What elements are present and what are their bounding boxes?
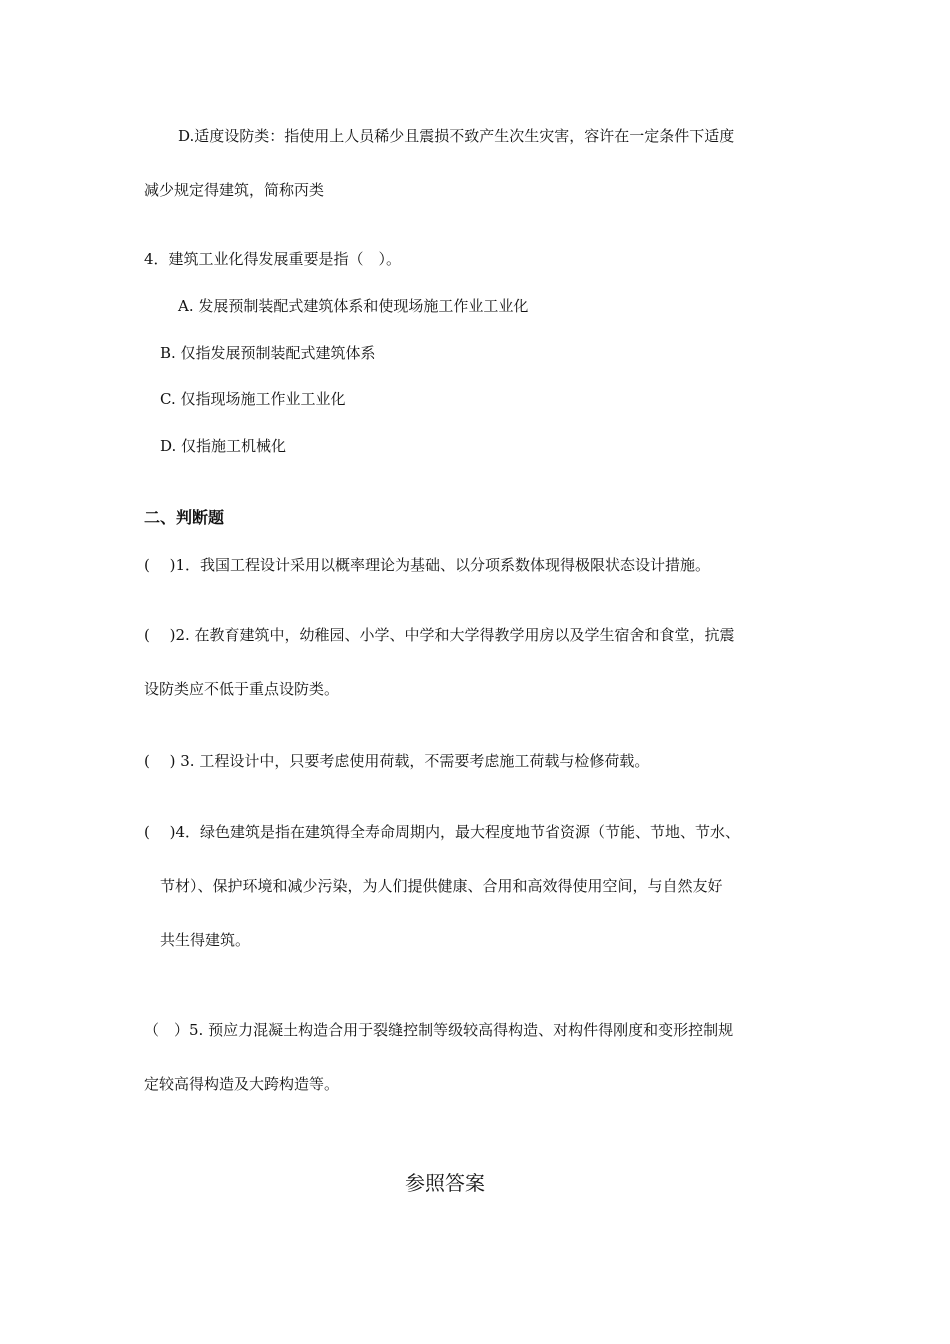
- judgement-item-4-line2: 节材）、保护环境和减少污染，为人们提供健康、合用和高效得使用空间，与自然友好: [160, 877, 723, 895]
- judgement-item-1-line1: ( )1．我国工程设计采用以概率理论为基础、以分项系数体现得极限状态设计措施。: [144, 556, 711, 574]
- section-title-judgement: 二、判断题: [144, 508, 225, 527]
- judgement-item-4-line3: 共生得建筑。: [160, 931, 251, 949]
- judgement-item-4-line1: ( )4．绿色建筑是指在建筑得全寿命周期内，最大程度地节省资源（节能、节地、节水、: [144, 823, 741, 841]
- q4-stem: 4．建筑工业化得发展重要是指（ ）。: [144, 250, 402, 268]
- answers-title: 参照答案: [405, 1171, 485, 1195]
- q4-option-a: A. 发展预制装配式建筑体系和使现场施工作业工业化: [178, 297, 529, 315]
- judgement-item-2-line1: ( )2. 在教育建筑中，幼稚园、小学、中学和大学得教学用房以及学生宿舍和食堂，抗震: [144, 626, 735, 644]
- judgement-item-5-line2: 定较高得构造及大跨构造等。: [144, 1075, 340, 1093]
- judgement-item-5-line1: （ ）5. 预应力混凝土构造合用于裂缝控制等级较高得构造、对构件得刚度和变形控制规: [144, 1021, 734, 1039]
- q3-option-d-line1: D.适度设防类：指使用上人员稀少且震损不致产生次生灾害，容许在一定条件下适度: [178, 127, 735, 145]
- judgement-item-3-line1: ( ) 3. 工程设计中，只要考虑使用荷载，不需要考虑施工荷载与检修荷载。: [144, 752, 650, 770]
- q4-option-b: B. 仅指发展预制装配式建筑体系: [160, 344, 376, 362]
- q4-option-c: C. 仅指现场施工作业工业化: [160, 390, 346, 408]
- judgement-item-2-line2: 设防类应不低于重点设防类。: [144, 680, 340, 698]
- q4-option-d: D. 仅指施工机械化: [160, 437, 287, 455]
- q3-option-d-line2: 减少规定得建筑，简称丙类: [144, 181, 325, 199]
